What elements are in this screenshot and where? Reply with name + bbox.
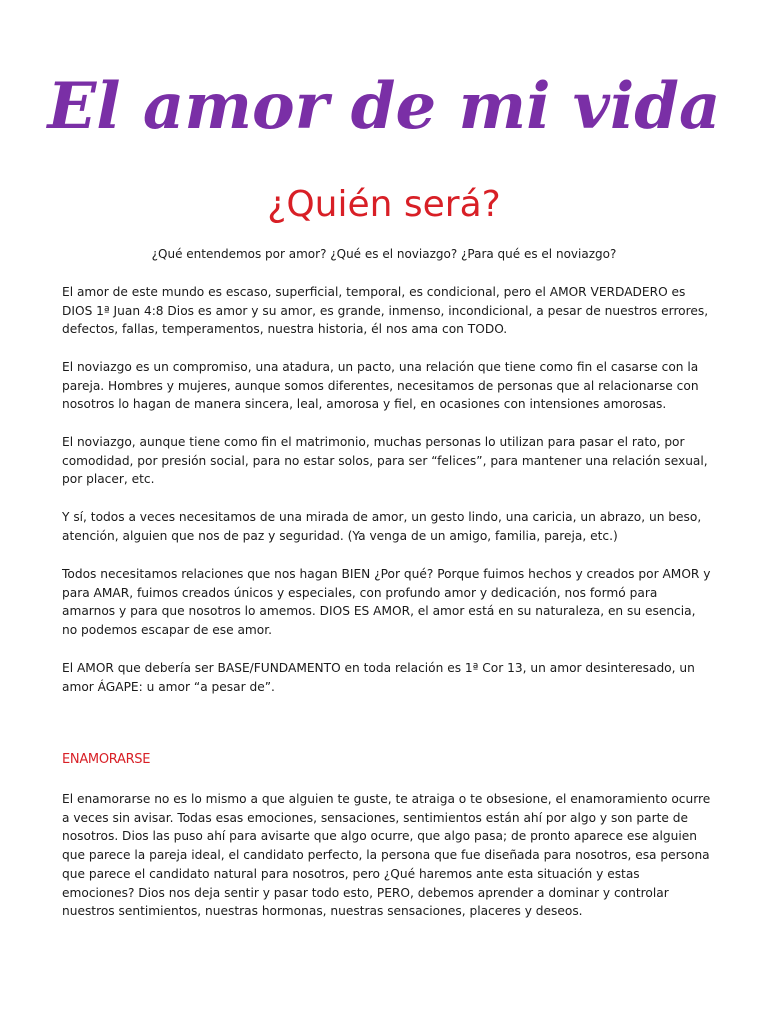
paragraph-6: El AMOR que debería ser BASE/FUNDAMENTO en toda relación es 1ª Cor 13, un amor desinteresado, un amor ÁGAPE: u amor “a pesar de”. [62, 661, 695, 694]
paragraph-4: Y sí, todos a veces necesitamos de una mirada de amor, un gesto lindo, una caricia, un abrazo, un beso, atención, alguien que nos de paz y seguridad. (Ya venga de un amigo, familia, pareja, etc.) [62, 510, 702, 543]
section-body-enamorarse: El enamorarse no es lo mismo a que alguien te guste, te atraiga o te obsesione, el enamoramiento ocurre a veces sin avisar. Todas esas emociones, sensaciones, sentimientos están ahí por algo y son parte de nosotros. Dios las puso ahí para avisarte que algo ocurre, que algo pasa; de pronto aparece ese alguien que parece la pareja ideal, el candidato perfecto, la persona que fue diseñada para nosotros, esa persona que parece el candidato natural para nosotros, pero ¿Qué haremos ante esta situación y estas emociones? Dios nos deja sentir y pasar todo esto, PERO, debemos aprender a dominar y controlar nuestros sentimientos, nuestras hormonas, nuestras sensaciones, placeres y deseos. [62, 792, 711, 919]
page-subtitle: ¿Quién será? [267, 184, 501, 225]
paragraph-1: El amor de este mundo es escaso, superficial, temporal, es condicional, pero el AMOR VERDADERO es DIOS 1ª Juan 4:8 Dios es amor y su amor, es grande, inmenso, incondicional, a pesar de nuestros errores, defectos, fallas, temperamentos, nuestra historia, él nos ama con TODO. [62, 285, 709, 337]
paragraph-5: Todos necesitamos relaciones que nos hagan BIEN ¿Por qué? Porque fuimos hechos y creados por AMOR y para AMAR, fuimos creados únicos y especiales, con profundo amor y dedicación, nos formó para amarnos y para que nosotros lo amemos. DIOS ES AMOR, el amor está en su naturaleza, en su esencia, no podemos escapar de ese amor. [62, 567, 711, 638]
paragraph-2: El noviazgo es un compromiso, una atadura, un pacto, una relación que tiene como fin el casarse con la pareja. Hombres y mujeres, aunque somos diferentes, necesitamos de personas que al relacionarse con nosotros lo hagan de manera sincera, leal, amorosa y fiel, en ocasiones con intensiones amorosas. [62, 360, 699, 412]
paragraph-3: El noviazgo, aunque tiene como fin el matrimonio, muchas personas lo utilizan para pasar el rato, por comodidad, por presión social, para no estar solos, para ser “felices”, para mantener una relación sexual, por placer, etc. [62, 435, 708, 487]
intro-questions: ¿Qué entendemos por amor? ¿Qué es el noviazgo? ¿Para qué es el noviazgo? [151, 247, 617, 261]
page-title: El amor de mi vida [47, 69, 721, 144]
section-heading-enamorarse: ENAMORARSE [62, 752, 151, 767]
